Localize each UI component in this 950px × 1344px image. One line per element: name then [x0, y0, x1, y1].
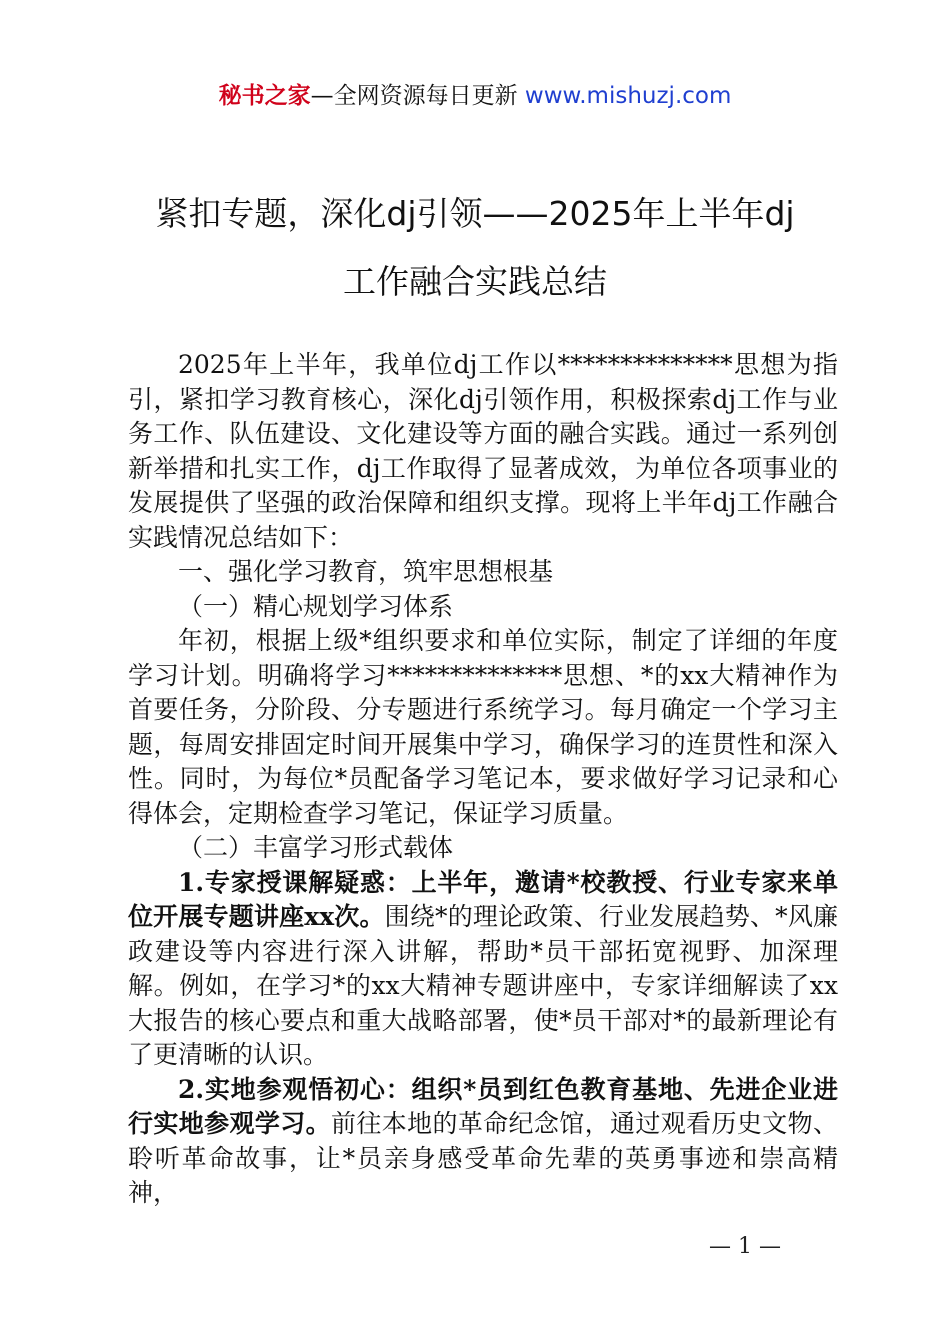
page-number: — 1 —	[709, 1234, 781, 1259]
list-item-1-text: 围绕*的理论政策、行业发展趋势、*风廉政建设等内容进行深入讲解，帮助*员干部拓宽视野、加深理解。例如，在学习*的xx大精神专题讲座中，专家详细解读了xx大报告的核心要点和重大战略部署，使*员干部对*的最新理论有了更清晰的认识。	[128, 902, 838, 1069]
section-heading-1: 一、强化学习教育，筑牢思想根基	[178, 557, 554, 586]
list-item-1	[128, 866, 838, 1073]
title-line-2: 工作融合实践总结	[343, 262, 607, 301]
body-paragraph-1: 年初，根据上级*组织要求和单位实际，制定了详细的年度学习计划。明确将学习**************思想、*的xx大精神作为首要任务，分阶段、分专题进行系统学习。每月确定一个学习主题，每周安排固定时间开展集中学习，确保学习的连贯性和深入性。同时，为每位*员配备学习笔记本，要求做好学习记录和心得体会，定期检查学习笔记，保证学习质量。	[128, 626, 838, 828]
document-body	[128, 348, 838, 1211]
document-title	[60, 180, 890, 316]
list-item-2	[128, 1073, 838, 1211]
list-item-2-text: 前往本地的革命纪念馆，通过观看历史文物、聆听革命故事，让*员亲身感受革命先辈的英勇事迹和崇高精神，	[128, 1109, 838, 1207]
site-header-banner	[0, 80, 950, 112]
intro-paragraph: 2025年上半年，我单位dj工作以**************思想为指引，紧扣学习教育核心，深化dj引领作用，积极探索dj工作与业务工作、队伍建设、文化建设等方面的融合实践。通过一系列创新举措和扎实工作，dj工作取得了显著成效，为单位各项事业的发展提供了坚强的政治保障和组织支撑。现将上半年dj工作融合实践情况总结如下：	[128, 350, 838, 552]
subsection-heading-1: （一）精心规划学习体系	[178, 591, 454, 621]
header-url-link[interactable]: www.mishuzj.com	[524, 83, 732, 109]
header-slogan: —全网资源每日更新	[310, 83, 518, 109]
brand-name: 秘书之家	[218, 83, 311, 109]
list-item-2-lead: 2.实地参观悟初心：组织*员到红色教育基地、先进企业进行实地参观学习。	[128, 1074, 838, 1138]
subsection-heading-2: （二）丰富学习形式载体	[178, 833, 454, 862]
title-line-1: 紧扣专题，深化dj引领——2025年上半年dj	[155, 194, 795, 233]
list-item-1-lead: 1.专家授课解疑惑：上半年，邀请*校教授、行业专家来单位开展专题讲座xx次。	[128, 867, 838, 931]
